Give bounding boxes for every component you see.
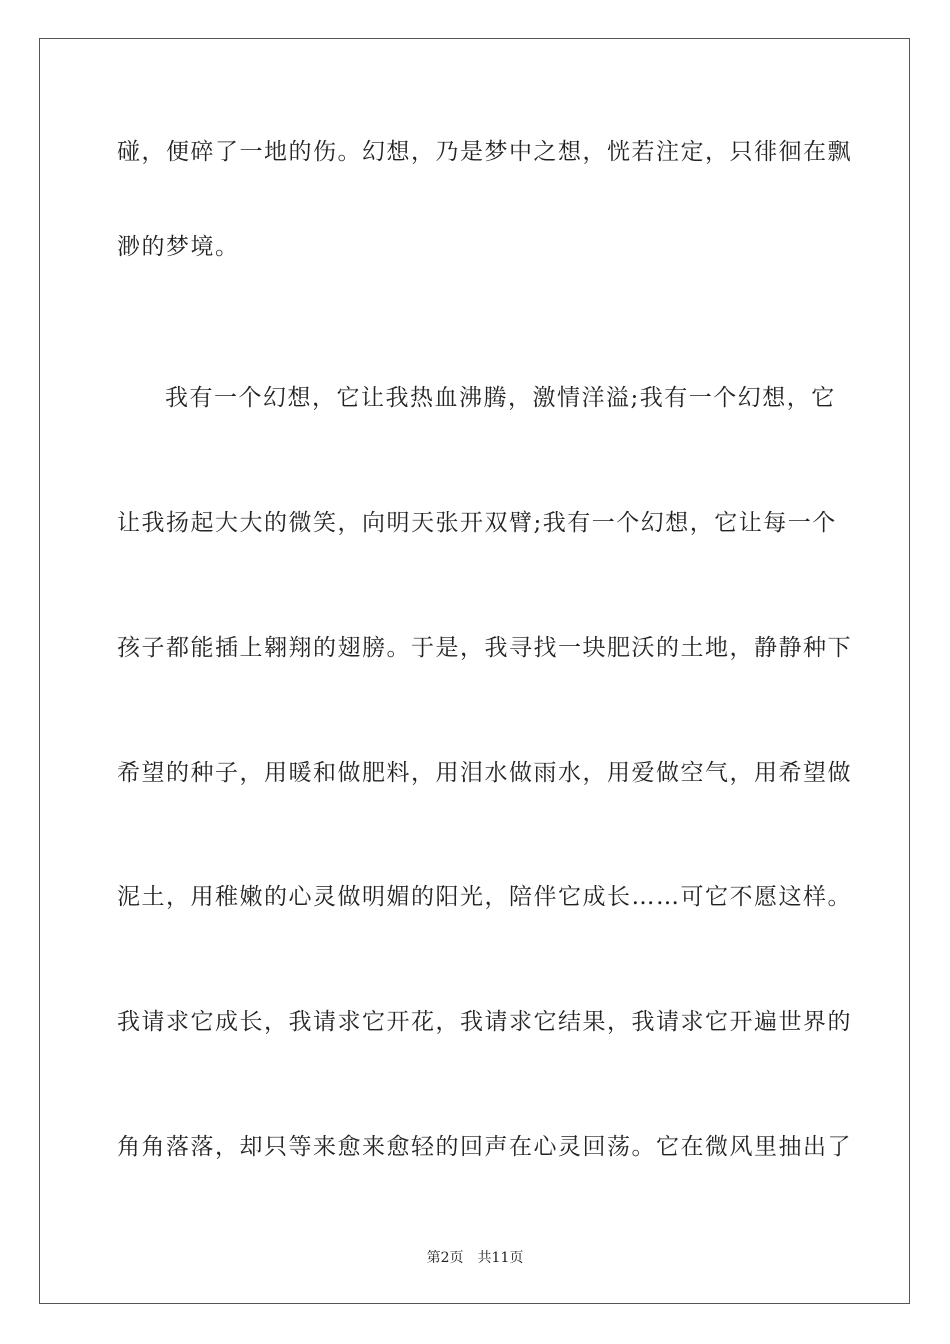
text-line-9: 角角落落，却只等来愈来愈轻的回声在心灵回荡。它在微风里抽出了 bbox=[117, 1134, 852, 1160]
paragraph-start-line: 我有一个幻想，它让我热血沸腾，激情洋溢;我有一个幻想，它 bbox=[165, 385, 836, 411]
text-line-2: 渺的梦境。 bbox=[117, 234, 240, 260]
page-total: 共11页 bbox=[477, 1250, 524, 1266]
text-line-1: 碰，便碎了一地的伤。幻想，乃是梦中之想，恍若注定，只徘徊在飘 bbox=[117, 139, 852, 165]
text-line-8: 我请求它成长，我请求它开花，我请求它结果，我请求它开遍世界的 bbox=[117, 1009, 852, 1035]
text-line-6: 希望的种子，用暖和做肥料，用泪水做雨水，用爱做空气，用希望做 bbox=[117, 760, 852, 786]
text-line-7: 泥土，用稚嫩的心灵做明媚的阳光，陪伴它成长……可它不愿这样。 bbox=[117, 884, 852, 910]
text-line-5: 孩子都能插上翱翔的翅膀。于是，我寻找一块肥沃的土地，静静种下 bbox=[117, 635, 852, 661]
page-footer bbox=[0, 1247, 950, 1267]
text-line-4: 让我扬起大大的微笑，向明天张开双臂;我有一个幻想，它让每一个 bbox=[117, 510, 837, 536]
page-border bbox=[39, 38, 910, 1304]
page-number: 第2页 bbox=[426, 1250, 464, 1266]
